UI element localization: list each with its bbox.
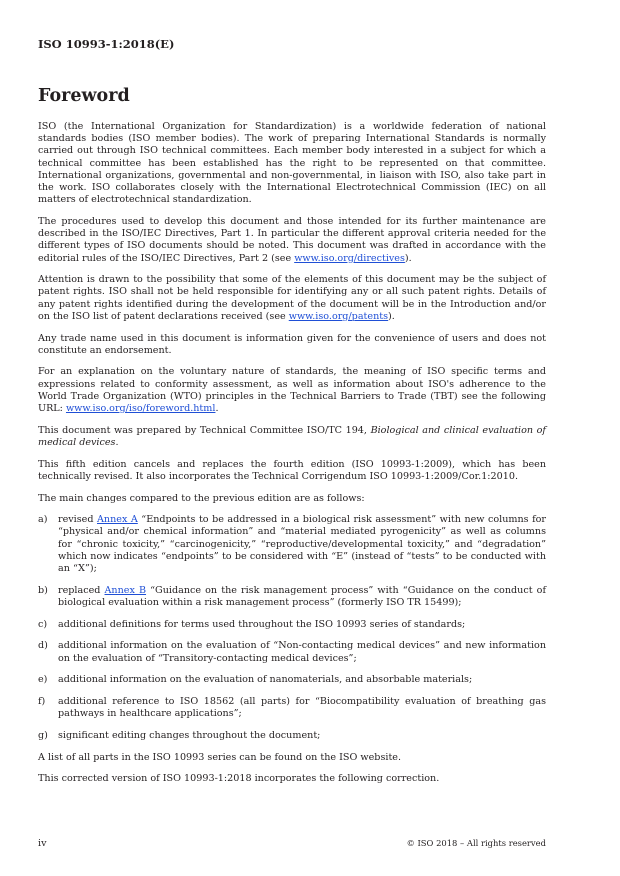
list-item: a) revised Annex A “Endpoints to be addressed in a biological risk assessment” with new columns for “physical and/or chemical information” and “material mediated pyrogenicity” as well as columns for “chronic toxicity,” “carcinogenicity,” “reproductive/developmental toxicity,” and “degradation” which now indicates “endpoints” to be considered with “E” (instead of “tests” to be conducted with an “X”); — [38, 514, 547, 575]
annex-b-link[interactable]: Annex B — [104, 584, 147, 596]
list-item: d) additional information on the evaluation of “Non-contacting medical devices” and new information on the evaluation of “Transitory-contacting medical devices”; — [38, 640, 546, 664]
paragraph-committee: This document was prepared by Technical Committee ISO/TC 194, Biological and clinical evaluation of medical devices. — [38, 424, 546, 448]
annex-a-link[interactable]: Annex A — [97, 514, 138, 526]
paragraph-correction: This corrected version of ISO 10993-1:2018 incorporates the following correction. — [38, 773, 440, 785]
list-item: g) significant editing changes throughout the document; — [38, 729, 321, 741]
list-item: c) additional definitions for terms used throughout the ISO 10993 series of standards; — [38, 618, 466, 630]
page-title: Foreword — [38, 86, 130, 106]
page-number: iv — [38, 838, 47, 849]
paragraph-patents: Attention is drawn to the possibility that some of the elements of this document may be the subject of patent rights. ISO shall not be held responsible for identifying any or all such patent rights. Details of any patent rights identified during the development of the document will be in the Introduction and/or on the ISO list of patent declarations received (see www.iso.org/patents). — [38, 274, 546, 322]
paragraph-changes-intro: The main changes compared to the previous edition are as follows: — [38, 492, 365, 504]
document-id: ISO 10993-1:2018(E) — [38, 37, 175, 51]
changes-list — [38, 514, 546, 742]
foreword-body — [38, 121, 546, 795]
copyright-notice: © ISO 2018 – All rights reserved — [406, 838, 546, 848]
foreword-link[interactable]: www.iso.org/iso/foreword.html — [65, 403, 216, 415]
paragraph-edition: This fifth edition cancels and replaces the fourth edition (ISO 10993-1:2009), which has been technically revised. It also incorporates the Technical Corrigendum ISO 10993-1:2009/Cor.1:2010. — [38, 458, 546, 482]
list-item: e) additional information on the evaluation of nanomaterials, and absorbable materials; — [38, 674, 473, 686]
paragraph-series-list: A list of all parts in the ISO 10993 series can be found on the ISO website. — [38, 751, 402, 763]
paragraph-trade-name: Any trade name used in this document is information given for the convenience of users and does not constitute an endorsement. — [38, 332, 546, 356]
patents-link[interactable]: www.iso.org/patents — [288, 310, 389, 322]
list-item: f) additional reference to ISO 18562 (all parts) for “Biocompatibility evaluation of breathing gas pathways in healthcare applications”; — [38, 696, 546, 720]
paragraph-voluntary: For an explanation on the voluntary nature of standards, the meaning of ISO specific terms and expressions related to conformity assessment, as well as information about ISO's adherence to the World Trade Organization (WTO) principles in the Technical Barriers to Trade (TBT) see the following URL: www.iso.org/iso/foreword.html. — [38, 366, 546, 415]
list-item: b) replaced Annex B “Guidance on the risk management process” with “Guidance on the conduct of biological evaluation within a risk management process” (formerly ISO TR 15499); — [38, 584, 546, 608]
paragraph-procedures: The procedures used to develop this document and those intended for its further maintenance are described in the ISO/IEC Directives, Part 1. In particular the different approval criteria needed for the different types of ISO documents should be noted. This document was drafted in accordance with the editorial rules of the ISO/IEC Directives, Part 2 (see www.iso.org/directives). — [38, 215, 546, 264]
directives-link[interactable]: www.iso.org/directives — [294, 252, 405, 264]
paragraph-iso-intro: ISO (the International Organization for Standardization) is a worldwide federation of national standards bodies (ISO member bodies). The work of preparing International Standards is normally carried out through ISO technical committees. Each member body interested in a subject for which a technical committee has been established has the right to be represented on that committee. International organizations, governmental and non-governmental, in liaison with ISO, also take part in the work. ISO collaborates closely with the International Electrotechnical Commission (IEC) on all matters of electrotechnical standardization. — [38, 121, 546, 206]
